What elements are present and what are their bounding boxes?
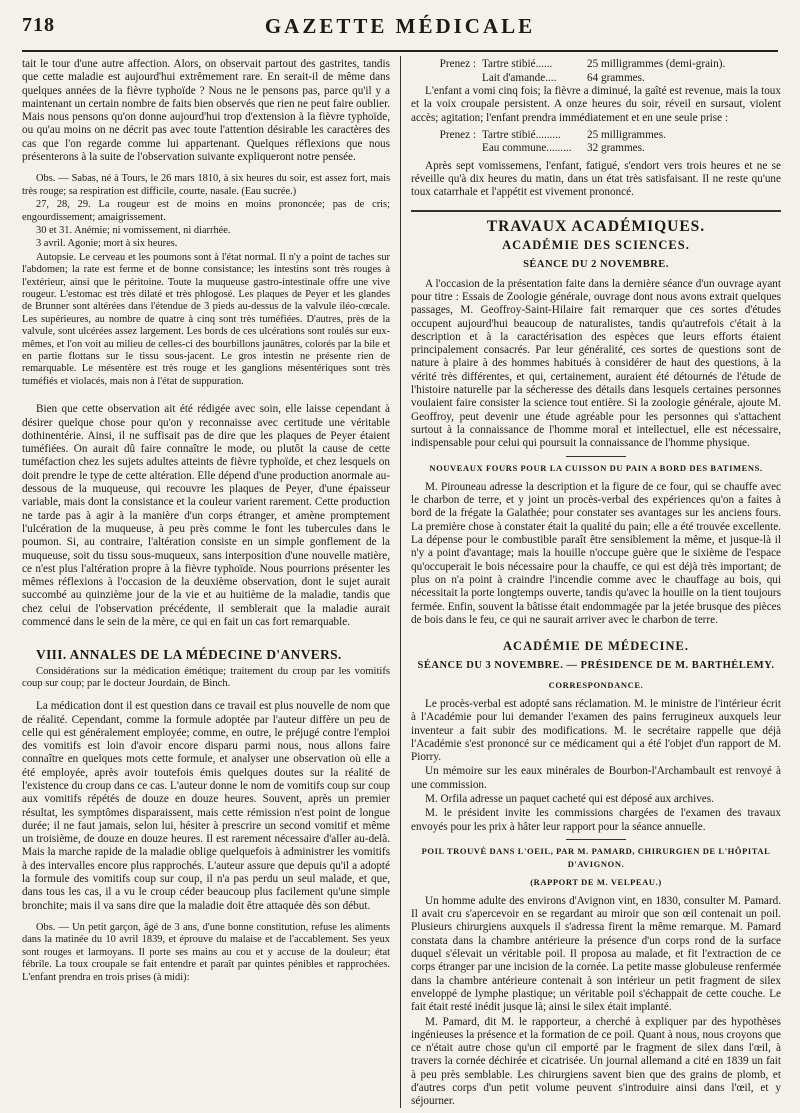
paragraph: M. Pirouneau adresse la description et la figure de ce four, qui se chauffe avec le charbon de terre, et y joint un procès-verbal des expériences qu'on a faites à bord de la frégate la Galathée; pour constater ses avantages sur les anciens fours. La première chose à constater était la qualité du pain; elle a été trouvée excellente. La dépense pour le combustible paraît être sensiblement la même, et jusque-là il n'y a point d'avantage; mais la houille n'occupe guère que le sixième de l'espace qu'occuperait le bois nécessaire pour la chauffe, ce qui est déjà très important; de plus on n'a point à craindre l'incendie comme avec le chauffage au bois, qui nécessitait la porte longtemps ouverte, tandis qu'avec la houille on la tient toujours fermée. Enfin, souvent la bâtisse était endommagée par la jetée brusque des pièces de bois dans le feu, ce qui ne saurait arriver avec le charbon de terre. [411,480,781,626]
paragraph: M. Orfila adresse un paquet cacheté qui est déposé aux archives. [425,793,714,806]
paragraph: M. le président invite les commissions chargées de l'examen des travaux envoyés pour les prix à hâter leur rapport pour la séance annuelle. [411,807,781,833]
paragraph: La médication dont il est question dans ce travail est plus nouvelle de nom que de réalité. Cependant, comme la formule adoptée par l'auteur diffère un peu de celle qui est généralement employée; comme, en outre, le préjugé contre l'emploi des vomitifs est loin d'avoir encore disparu parmi nous, nous allons faire connaître en quelques mots cette formule, et analyser une observation où elle a été employée, après avoir toutefois émis quelques doutes sur la réalité de l'existence du croup dans ce cas. L'auteur donne le nom de vomitifs coup sur coup aux vomitifs répétés de douze en douze heures. Souvent, après un premier résultat, les symptômes disparaissent, mais cette rémission n'est point de longue durée; il ne faut jamais, selon lui, hésiter à prescrire un second vomitif et même un troisième, de douze en douze heures. Il est rarement nécessaire d'aller au-delà. Mais la marche rapide de la maladie oblige quelquefois à administrer les vomitifs à des intervalles encore plus rapprochés. L'auteur assure que depuis qu'il a adopté la formule des vomitifs coup sur coup, il n'a pas perdu un seul malade, et que, dans tous les cas, il a vu le croup céder beaucoup plus facilement qu'une simple bronchite; mais il va sans dire que la maladie doit être attaquée dès son début. [22,700,390,912]
article-heading: POIL TROUVÉ DANS L'OEIL, PAR M. PAMARD, CHIRURGIEN DE L'HÔPITAL D'AVIGNON. [421,845,771,870]
page-number: 718 [22,14,55,36]
subsection-heading: ACADÉMIE DES SCIENCES. [502,238,690,253]
observation-text: 27, 28, 29. La rougeur est de moins en moins prononcée; pas de cris; engourdissement; amaigrissement. [22,199,390,223]
journal-title: GAZETTE MÉDICALE [264,14,536,38]
header-rule [22,50,778,52]
paragraph: tait le tour d'une autre affection. Alors, on observait partout des gastrites, tandis que cette maladie est aujourd'hui extrêmement rare. En serait-il de même dans quelques années de la fièvre typhoïde ? Nous ne le pensons pas, parce qu'il y a maintenant un certain nombre de faits bien observés que rien ne peut faire oublier. Mais nous pensons qu'on donne aujourd'hui trop d'extension à la fièvre typhoïde, ou qu'au moins on ne décrit pas avec toute l'attention désirable les caractères des cas que l'on regarde comme lui appartenant. Quelques réflexions que nous présenterons à la suite de l'observation suivante expliqueront notre pensée. [22,58,390,164]
section-divider [411,210,781,212]
session-heading: SÉANCE DU 2 NOVEMBRE. [523,259,669,271]
short-rule [566,839,626,840]
paragraph: M. Pamard, dit M. le rapporteur, a cherché à expliquer par des hypothèses ingénieuses la présence et la formation de ce poil. Quant à nous, nous croyons que ce n'était autre chose qu'un cil emporté par le fragment de silex dans l'œil, à travers la cornée déchirée et cicatrisée. Un journal allemand a cité en 1839 un fait à peu près semblable. Les chirurgiens savent bien que des grains de plomb, et d'autres corps d'un petit volume peuvent s'introduire ainsi dans l'œil, et y séjourner. [411,1015,781,1108]
left-column [22,58,390,1108]
observation-text: Obs. — Un petit garçon, âgé de 3 ans, d'une bonne constitution, refuse les aliments dans la matinée du 10 avril 1839, et éprouve du malaise et de l'accablement. Ses yeux sont rouges et larmoyans. Il porte ses mains au cou et y accuse de la douleur; état fébrile. La toux croupale se fait entendre et paraît par quintes pénibles et rapprochées. L'enfant prendra en trois prises (à midi): [22,921,390,983]
paragraph: Un mémoire sur les eaux minérales de Bourbon-l'Archambault est renvoyé à une commission. [411,765,781,791]
paragraph: A l'occasion de la présentation faite dans la dernière séance d'un ouvrage ayant pour titre : Essais de Zoologie générale, ouvrage dont nous avons extrait quelques passages, M. Geoffroy-Saint-Hilaire fait remarquer que ces sortes d'études occupent aujourd'hui beaucoup de naturalistes, tandis qu'autrefois c'était à la description et à la caractérisation des espèces que leurs efforts étaient principalement consacrés. Par leur généralité, ces sortes de questions sont de nature à plaire à des hommes habitués à considérer de haut des questions, à la vérité très différentes, et qui, certainement, auraient été détournés de l'étude de l'histoire naturelle par la sécheresse des détails dans lesquels certaines personnes voulaient faire consister la science tout entière. Si la zoologie générale, ajoute M. Geoffroy, peut devenir une étude agréable pour les personnes qui s'attachent surtout à la connaissance de l'homme moral et intellectuel, elle est nécessaire, indispensable pour celui qui poursuit la connaissance de l'homme physique. [411,277,781,450]
paragraph: Bien que cette observation ait été rédigée avec soin, elle laisse cependant à désirer quelque chose pour qu'on y reconnaisse avec certitude une véritable dothinentérie. Ainsi, il ne suffisait pas de dire que les plaques de Peyer étaient tuméfiées. On aurait dû faire connaître le mode, ou plutôt la cause de cette tuméfaction chez les sujets adultes atteints de fièvre typhoïde, et chez lesquels on doit prendre le type de cette altération. Elle dépend d'une production anormale au-dessous de la muqueuse, qui recouvre les plaques de Peyer, d'une épaisseur variable, mais dont la consistance et la couleur varient rarement. Cette production ne tarde pas à agir à la manière d'un corps étranger, et amène promptement l'ulcération de la muqueuse, à peu près comme le font les tubercules dans le poumon. Si, au contraire, l'altération consiste en un simple gonflement de la muqueuse, soit du tissu sous-muqueux, sans interposition d'une nouvelle matière, ce n'est plus l'altération propre à la fièvre typhoïde. Nous pourrions présenter les mêmes réflexions à l'occasion de la deuxième observation, dont le sujet aurait succombé au quinzième jour de la vie et au huitième de la maladie, tandis que chez celui de l'observation précédente, il semblerait que la maladie aurait commencé dans le sein de la mère, ce qui en fait un cas fort remarquable. [22,403,390,629]
right-column [411,58,781,1108]
paragraph: Après sept vomissemens, l'enfant, fatigué, s'endort vers trois heures et ne se réveille qu'à dix heures du matin, dans un état très satisfaisant. Il ne reste qu'une toux catarrhale et l'appétit est vivement prononcé. [411,159,781,199]
autopsy-text: Autopsie. Le cerveau et les poumons sont à l'état normal. Il n'y a point de taches sur l'abdomen; la rate est ferme et de bonne consistance; les intestins sont très rouges à l'extérieur, ainsi que le péritoine. Toute la muqueuse gastro-intestinale offre une vive rougeur. L'estomac est très dilaté et très phlogosé. Les plaques de Peyer et les glandes de Brunner sont altérées dans l'étendue de 3 pieds au-dessus de la valvule iléo-cœcale. Les supérieures, au nombre de quatre à cinq sont très tuméfiées. D'autres, près de la valvule, sont ulcérées assez largement. Les bords de ces ulcérations sont roulés sur eux-mêmes, et l'on voit au milieu de celles-ci des bourbillons jaunâtres, colorés par la bile et en partie flottans sur le tissu sous-jacent. Le gros intestin ne présente rien de remarquable. Le mésentère est très rouge et les ganglions mésentériques sont très tuméfiés et violacés, mais non à l'état de suppuration. [22,251,390,387]
paragraph: Un homme adulte des environs d'Avignon vint, en 1830, consulter M. Pamard. Il avait cru s'apercevoir en se regardant au miroir que son œil contenait un poil. Plusieurs chirurgiens auxquels il s'adressa firent la même remarque. M. Pamard constata dans la chambre antérieure la présence d'un corps rond de la surface duquel s'élevait un véritable poil. Il proposa au malade, et fit l'extraction de ce corps étranger par une incision de la cornée. La petite masse globuleuse renfermée dans la chambre antérieure contenait à son intérieur un petit fragment de silex enveloppé de lymphe plastique; un véritable poil s'échappait de cette couche. Le fait était resté inédit jusque là; ainsi le silex était implanté. [411,894,781,1014]
prescription-line: Eau commune......... 32 grammes. [482,142,645,155]
article-heading: CORRESPONDANCE. [548,679,644,690]
section-heading: TRAVAUX ACADÉMIQUES. [486,217,706,235]
article-subheading: (RAPPORT DE M. VELPEAU.) [530,876,662,887]
prescription-2 [411,129,781,156]
subsection-heading: ACADÉMIE DE MÉDECINE. [503,639,689,654]
observation-text: Obs. — Sabas, né à Tours, le 26 mars 1810, à six heures du soir, est assez fort, mais très rouge; sa respiration est difficile, courte, nasale. (Eau sucrée.) [22,173,390,197]
observation-block [22,173,390,388]
section-subtitle: Considérations sur la médication émétique; traitement du croup par les vomitifs coup sur coup; par le docteur Jourdain, de Binch. [22,665,390,690]
prescription-1 [411,58,781,85]
prescription-line: Prenez : Tartre stibié...... 25 milligrammes (demi-grain). [439,58,726,70]
article-heading: NOUVEAUX FOURS POUR LA CUISSON DU PAIN A BORD DES BATIMENS. [429,462,763,473]
observation-text: 30 et 31. Anémie; ni vomissement, ni diarrhée. [36,225,231,236]
session-heading: SÉANCE DU 3 NOVEMBRE. — PRÉSIDENCE DE M. BARTHÉLEMY. [417,660,775,672]
prescription-line: Prenez : Tartre stibié......... 25 milligrammes. [439,128,666,141]
observation-text: 3 avril. Agonie; mort à six heures. [36,238,178,250]
paragraph: Le procès-verbal est adopté sans réclamation. M. le ministre de l'intérieur écrit à l'Académie pour lui demander l'examen des pains ferrugineux auxquels leur inventeur a fait subir des modifications. M. le secrétaire rappelle que déjà l'Académie s'est prononcé sur ce médicament qui a été l'objet d'un rapport de M. Piorry. [411,697,781,764]
short-rule [566,456,626,457]
section-heading: VIII. ANNALES DE LA MÉDECINE D'ANVERS. [36,647,342,663]
prescription-line: Lait d'amande.... 64 grammes. [482,71,645,84]
column-divider [400,56,401,1108]
paragraph: L'enfant a vomi cinq fois; la fièvre a diminué, la gaîté est revenue, mais la toux et la voix croupale persistent. A onze heures du soir, réveil en sursaut, violent accès; agitation; l'enfant prendra immédiatement et en une seule prise : [411,85,781,124]
